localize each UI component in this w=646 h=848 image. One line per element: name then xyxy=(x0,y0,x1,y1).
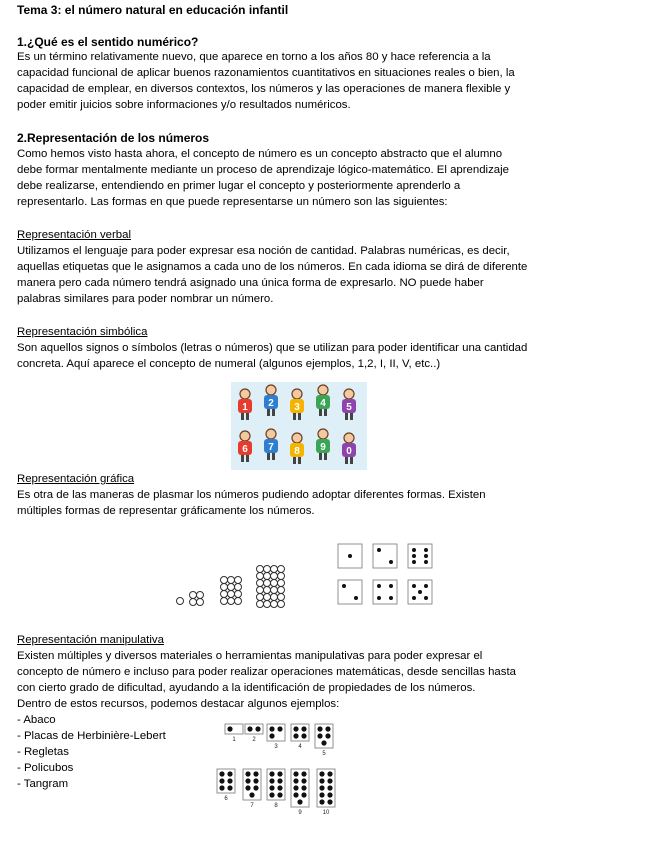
plate-number-label: 3 xyxy=(274,744,278,750)
six-circles xyxy=(221,577,242,605)
child-number-label: 4 xyxy=(320,398,326,409)
plate-8 xyxy=(267,769,285,809)
plate-6 xyxy=(217,769,235,802)
one-circle xyxy=(177,598,184,605)
plate-number-label: 4 xyxy=(298,744,302,750)
list-item: - Regletas xyxy=(17,746,69,758)
child-number-label: 6 xyxy=(242,444,248,455)
paragraph-line: Es un término relativamente nuevo, que aparece en torno a los años 80 y hace referencia a la xyxy=(17,51,491,63)
herbiniere-lebert-plates-figure xyxy=(216,722,346,826)
dice-face-4 xyxy=(373,580,397,604)
list-item: - Abaco xyxy=(17,714,56,726)
list-item: - Tangram xyxy=(17,778,69,790)
section-2-heading: 2.Representación de los números xyxy=(17,131,210,145)
plate-number-label: 8 xyxy=(274,803,278,809)
page-title: Tema 3: el número natural en educación infantil xyxy=(17,3,289,17)
paragraph-line: capacidad de emplear, en diversos contextos, los números y las operaciones de manera flexible y xyxy=(17,83,511,95)
plate-number-label: 2 xyxy=(252,737,256,743)
plate-number-label: 1 xyxy=(232,737,236,743)
plate-1 xyxy=(225,724,243,743)
section-1-heading: 1.¿Qué es el sentido numérico? xyxy=(17,35,199,49)
child-number-label: 3 xyxy=(294,402,300,413)
paragraph-line: Utilizamos el lenguaje para poder expresar esa noción de cantidad. Palabras numéricas, es decir, xyxy=(17,245,510,257)
paragraph-line: debe realizarse, entendiendo en primer lugar el concepto y posteriormente aprenderlo a xyxy=(17,180,461,192)
paragraph-line: concreta. Aquí aparece el concepto de numeral (algunos ejemplos, 1,2, I, II, V, etc..) xyxy=(17,358,441,370)
paragraph-line: Dentro de estos recursos, podemos destacar algunos ejemplos: xyxy=(17,698,340,710)
paragraph-line: poder emitir juicios sobre informaciones y/o resultados numéricos. xyxy=(17,99,351,111)
paragraph-line: Son aquellos signos o símbolos (letras o números) que se utilizan para poder identificar una cantidad xyxy=(17,342,528,354)
plate-number-label: 9 xyxy=(298,810,302,816)
children-numbers-image xyxy=(231,382,367,470)
plate-4 xyxy=(291,724,309,750)
plate-number-label: 10 xyxy=(322,810,330,816)
grafica-heading: Representación gráfica xyxy=(17,473,135,485)
dice-face-2-corners xyxy=(338,580,362,604)
paragraph-line: Es otra de las maneras de plasmar los números pudiendo adoptar diferentes formas. Existen xyxy=(17,489,486,501)
child-number-label: 5 xyxy=(346,402,352,413)
simbolica-heading: Representación simbólica xyxy=(17,326,148,338)
paragraph-line: palabras similares para poder nombrar un número. xyxy=(17,293,274,305)
child-number-label: 7 xyxy=(268,442,274,453)
child-number-label: 0 xyxy=(346,446,352,457)
paragraph-line: representarlo. Las formas en que puede representarse un número son las siguientes: xyxy=(17,196,448,208)
verbal-heading: Representación verbal xyxy=(17,229,131,241)
plate-number-label: 7 xyxy=(250,803,254,809)
dice-faces-figure xyxy=(334,542,438,608)
plate-10 xyxy=(317,769,335,816)
manipulativa-heading: Representación manipulativa xyxy=(17,634,164,646)
child-number-label: 2 xyxy=(268,398,274,409)
plate-5 xyxy=(315,724,333,757)
paragraph-line: Como hemos visto hasta ahora, el concepto de número es un concepto abstracto que el alumno xyxy=(17,148,503,160)
paragraph-line: manera pero cada número tendrá asignado una única forma de expresarlo. NO puede haber xyxy=(17,277,484,289)
paragraph-line: debe formar mentalmente mediante un proceso de aprendizaje lógico-matemático. El aprendizaje xyxy=(17,164,509,176)
paragraph-line: concepto de número e incluso para poder realizar operaciones matemáticas, desde sencillas hasta xyxy=(17,666,516,678)
paragraph-line: con cierto grado de dificultad, ayudando a la identificación de propiedades de los números. xyxy=(17,682,476,694)
plate-2 xyxy=(245,724,263,743)
paragraph-line: capacidad funcional de aplicar buenos razonamientos cuantitativos en situaciones reales o bien, la xyxy=(17,67,515,79)
many-circles xyxy=(257,566,285,608)
plate-3 xyxy=(267,724,285,750)
dice-face-2 xyxy=(373,544,397,568)
two-circles xyxy=(190,592,204,606)
dice-face-5 xyxy=(408,580,432,604)
list-item: - Placas de Herbinière-Lebert xyxy=(17,730,166,742)
plate-number-label: 6 xyxy=(224,796,228,802)
paragraph-line: múltiples formas de representar gráficamente los números. xyxy=(17,505,315,517)
dice-face-6 xyxy=(408,544,432,568)
plate-9 xyxy=(291,769,309,816)
child-number-label: 8 xyxy=(294,446,300,457)
list-item: - Policubos xyxy=(17,762,74,774)
paragraph-line: Existen múltiples y diversos materiales o herramientas manipulativas para poder expresar el xyxy=(17,650,483,662)
plate-7 xyxy=(243,769,261,809)
circle-groups-figure xyxy=(174,564,300,608)
paragraph-line: aquellas etiquetas que le asignamos a cada uno de los números. En cada idioma se dirá de diferente xyxy=(17,261,528,273)
child-number-label: 1 xyxy=(242,402,248,413)
child-number-label: 9 xyxy=(320,442,326,453)
dice-face-1 xyxy=(338,544,362,568)
plate-number-label: 5 xyxy=(322,751,326,757)
